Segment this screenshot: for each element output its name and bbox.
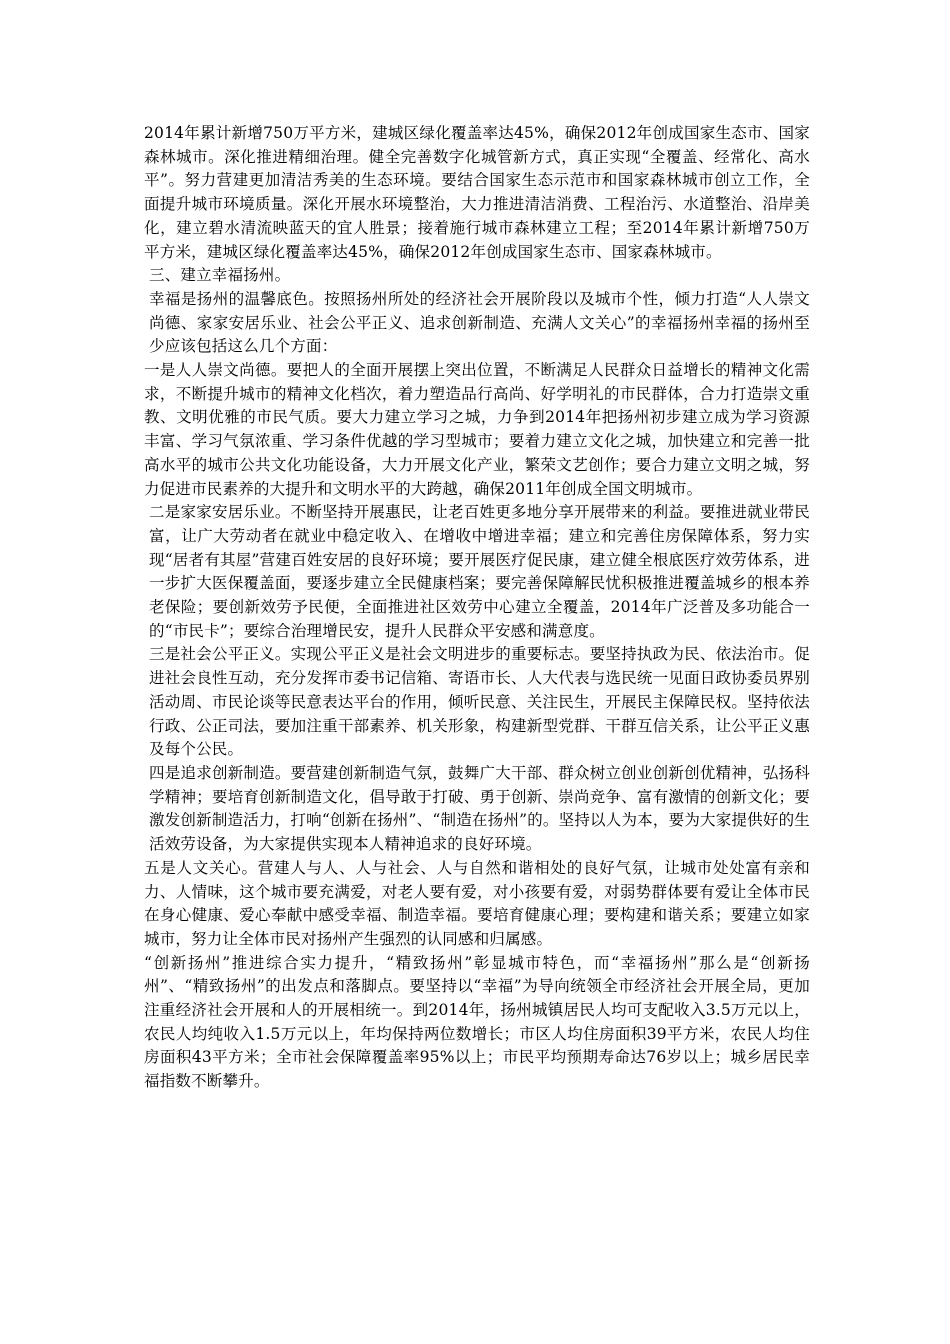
paragraph-innovation: 四是追求创新制造。要营建创新制造气氛，鼓舞广大干部、群众树立创业创新创优精神，弘扬科学精神；要培育创新制造文化，倡导敢于打破、勇于创新、崇尚竞争、富有激情的创新文化；要激发创新制造活力，打响“创新在扬州”、“制造在扬州”的。坚持以人为本，要为大家提供好的生活效劳设备，为大家提供实现本人精神追求的良好环境。 xyxy=(149,763,810,854)
paragraph-summary-targets: “创新扬州”推进综合实力提升，“精致扬州”彰显城市特色，而“幸福扬州”那么是“创新扬州”、“精致扬州”的出发点和落脚点。要坚持以“幸福”为导向统领全市经济社会开展全局，更加注重经济社会开展和人的开展相统一。到2014年，扬州城镇居民人均可支配收入3.5万元以上，农民人均纯收入1.5万元以上，年均保持两位数增长；市区人均住房面积39平方米，农民人均住房面积43平方米；全市社会保障覆盖率95%以上；市民平均预期寿命达76岁以上；城乡居民幸福指数不断攀升。 xyxy=(144,953,810,1091)
paragraph-social-justice: 三是社会公平正义。实现公平正义是社会文明进步的重要标志。要坚持执政为民、依法治市。促进社会良性互动，充分发挥市委书记信箱、寄语市长、人大代表与选民统一见面日政协委员界别活动周、市民论谈等民意表达平台的作用，倾听民意、关注民生，开展民主保障民权。坚持依法行政、公正司法，要加注重干部素养、机关形象，构建新型党群、干群互信关系，让公平正义惠及每个公民。 xyxy=(149,645,810,759)
paragraph-humanistic-care: 五是人文关心。营建人与人、人与社会、人与自然和谐相处的良好气氛，让城市处处富有亲和力、人情味，这个城市要充满爱，对老人要有爱，对小孩要有爱，对弱势群体要有爱让全体市民在身心健康、爱心奉献中感受幸福、制造幸福。要培育健康心理；要构建和谐关系；要建立如家城市，努力让全体市民对扬州产生强烈的认同感和归属感。 xyxy=(144,858,810,948)
document-body xyxy=(144,122,810,1094)
paragraph-happiness-intro: 幸福是扬州的温馨底色。按照扬州所处的经济社会开展阶段以及城市个性，倾力打造“人人崇文尚德、家家安居乐业、社会公平正义、追求创新制造、充满人文关心”的幸福扬州幸福的扬州至少应该包括这么几个方面： xyxy=(149,289,810,356)
section-heading-happy-yangzhou: 三、建立幸福扬州。 xyxy=(149,266,291,285)
paragraph-livelihood: 二是家家安居乐业。不断坚持开展惠民，让老百姓更多地分享开展带来的利益。要推进就业带民富，让广大劳动者在就业中稳定收入、在增收中增进幸福；建立和完善住房保障体系，努力实现“居者有其屋”营建百姓安居的良好环境；要开展医疗促民康，建立健全根底医疗效劳体系，进一步扩大医保覆盖面，要逐步建立全民健康档案；要完善保障解民忧积极推进覆盖城乡的根本养老保险；要创新效劳予民便，全面推进社区效劳中心建立全覆盖，2014年广泛普及多功能合一的“市民卡”；要综合治理增民安，提升人民群众平安感和满意度。 xyxy=(149,503,810,640)
paragraph-culture-virtue: 一是人人崇文尚德。要把人的全面开展摆上突出位置，不断满足人民群众日益增长的精神文化需求，不断提升城市的精神文化档次，着力塑造品行高尚、好学明礼的市民群体，合力打造崇文重教、文明优雅的市民气质。要大力建立学习之城，力争到2014年把扬州初步建立成为学习资源丰富、学习气氛浓重、学习条件优越的学习型城市；要着力建立文化之城，加快建立和完善一批高水平的城市公共文化功能设备，大力开展文化产业，繁荣文艺创作；要合力建立文明之城，努力促进市民素养的大提升和文明水平的大跨越，确保2011年创成全国文明城市。 xyxy=(144,361,810,498)
paragraph-ecology: 2014年累计新增750万平方米，建城区绿化覆盖率达45%，确保2012年创成国家生态市、国家森林城市。深化推进精细治理。健全完善数字化城管新方式，真正实现“全覆盖、经常化、高水平”。努力营建更加清洁秀美的生态环境。要结合国家生态示范市和国家森林城市创立工作，全面提升城市环境质量。深化开展水环境整治，大力推进清洁消费、工程治污、水道整治、沿岸美化，建立碧水清流映蓝天的宜人胜景；接着施行城市森林建立工程；至2014年累计新增750万平方米，建城区绿化覆盖率达45%，确保2012年创成国家生态市、国家森林城市。 xyxy=(144,124,810,261)
